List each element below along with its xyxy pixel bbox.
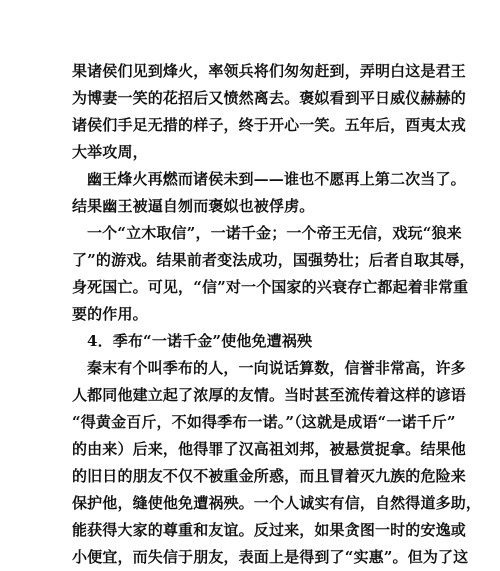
section-heading: 4．季布“一诺千金”使他免遭祸殃 <box>87 332 313 350</box>
text-line: 结果幽王被逼自刎而褒姒也被俘虏。 <box>72 197 315 215</box>
text-line: 了”的游戏。结果前者变法成功，国强势壮；后者自取其辱， <box>72 251 475 269</box>
text-line: “得黄金百斤，不如得季布一诺。”（这就是成语“一诺千斤” <box>72 413 456 431</box>
text-line: 为博妻一笑的花招后又愤然离去。褒姒看到平日威仪赫赫的 <box>72 89 466 107</box>
text-line: 果诸侯们见到烽火，率领兵将们匆匆赶到，弄明白这是君王 <box>72 62 466 80</box>
text-line: 诸侯们手足无措的样子，终于开心一笑。五年后，酉夷太戎 <box>72 116 466 134</box>
text-line: 大举攻周， <box>72 143 148 161</box>
text-line: 能获得大家的尊重和友谊。反过来，如果贪图一时的安逸或 <box>72 521 466 539</box>
text-line: 身死国亡。可见，“信”对一个国家的兴衰存亡都起着非常重 <box>72 278 469 296</box>
text-line: 的旧日的朋友不仅不被重金所惑，而且冒着灭九族的危险来 <box>72 467 466 485</box>
text-line: 人都同他建立起了浓厚的友情。当时甚至流传着这样的谚语 <box>72 386 466 404</box>
text-line: 要的作用。 <box>72 305 148 323</box>
text-line: 保护他，缝使他免遭祸殃。一个人诚实有信，自然得道多助， <box>72 494 482 512</box>
text-line: 一个“立木取信”，一诺千金；一个帝王无信，戏玩“狼来 <box>87 224 462 242</box>
text-line: 的由来）后来，他得罪了汉高祖刘邦，被悬赏捉拿。结果他 <box>72 440 466 458</box>
text-line: 秦末有个叫季布的人，一向说话算数，信誉非常高，许多 <box>87 359 466 377</box>
text-line: 幽王烽火再燃而诸侯未到——谁也不愿再上第二次当了。 <box>87 170 466 188</box>
text-line: 小便宜，而失信于朋友，表面上是得到了“实惠”。但为了这 <box>72 548 469 566</box>
document-body <box>72 58 482 571</box>
